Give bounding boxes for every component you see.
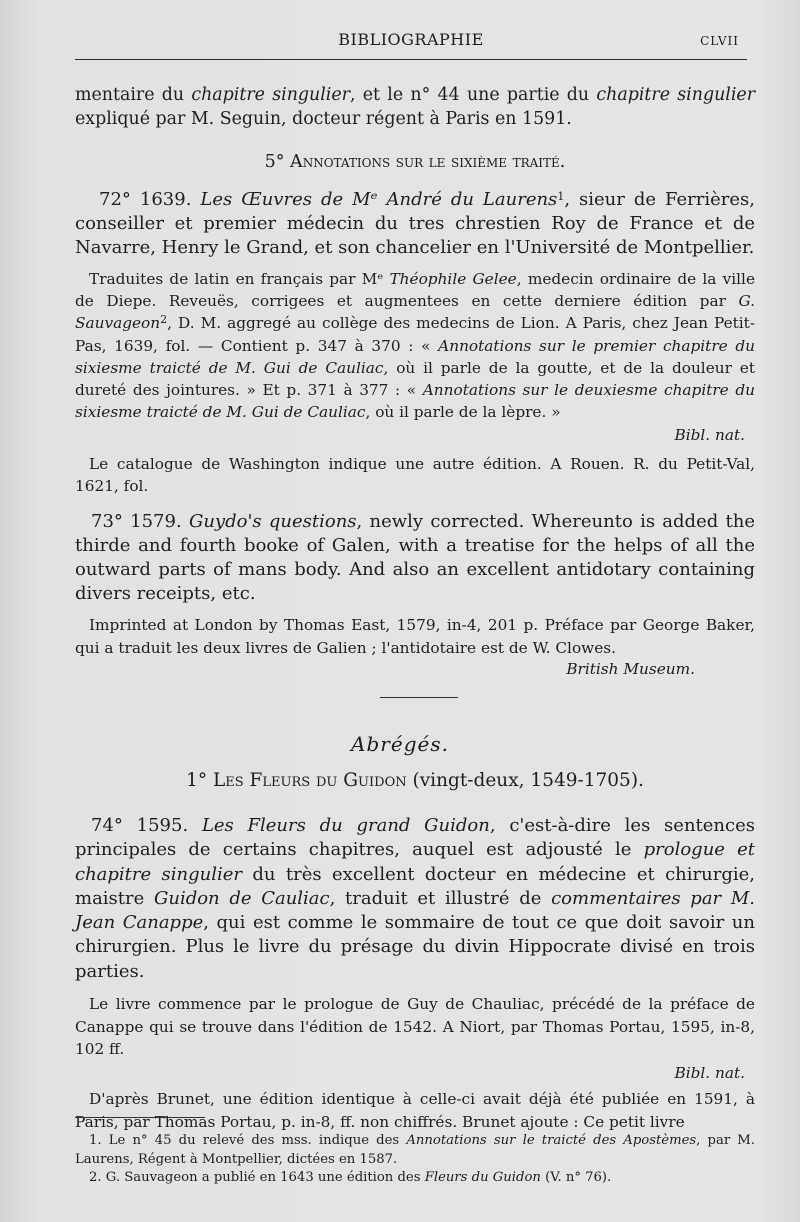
footnote-2-em: Fleurs du Guidon — [424, 1170, 541, 1185]
entry-73-location: British Museum. — [566, 660, 695, 678]
entry-72-desc-em-1: Théophile Gelee — [389, 270, 517, 288]
footnote-2-b: (V. n° 76). — [540, 1170, 612, 1185]
entry-74-title-b: du très excellent docteur en médecine et chirurgie, maistre — [75, 863, 755, 909]
entry-72 — [75, 188, 755, 498]
running-title: BIBLIOGRAPHIE — [338, 30, 484, 49]
entry-72-note: Le catalogue de Washington indique une autre édition. A Rouen. R. du Petit-Val, 1621, fol. — [75, 454, 755, 496]
entry-72-desc-em-4: Annotations sur le deuxiesme chapitre du sixiesme traicté de M. Gui de Cauliac — [75, 381, 755, 422]
abreges-heading: Abrégés. — [351, 732, 449, 756]
footnote-2 — [75, 1169, 755, 1188]
entry-72-desc-em-2: G. Sauvageon — [75, 292, 755, 333]
section-heading-1-b: (vingt-deux, 1549-1705). — [406, 770, 644, 791]
entry-72-title-rest: , sieur de Ferrières, conseiller et premier médecin du tres chrestien Roy de France et de Navarre, Henry le Grand, et son chancelier en l'Université de Montpellier. — [75, 189, 755, 258]
intro-em-2: chapitre singulier — [596, 85, 756, 105]
entry-72-note-ref: 1 — [557, 190, 565, 203]
intro-text-1: mentaire du — [75, 85, 192, 105]
entry-72-location: Bibl. nat. — [674, 426, 745, 445]
section-heading-5-text: 5° Annotations sur le sixième traité. — [264, 152, 566, 172]
entry-72-desc-c: , D. M. aggregé au collège des medecins de Lion. A Paris, chez Jean Petit-Pas, 1639, fol. — Contient p. 347 à 370 : « — [75, 314, 755, 355]
page-number: CLVII — [700, 34, 739, 48]
running-header — [75, 30, 747, 54]
footnote-1-em: Annotations sur le traicté des Apostèmes — [406, 1133, 697, 1148]
entry-74-number: 74° 1595. — [91, 815, 189, 836]
entry-72-desc-d: , où il parle de la goutte, et de la douleur et dureté des jointures. » Et p. 371 à 377 : « — [75, 358, 755, 400]
footnote-1 — [75, 1132, 755, 1169]
intro-text-3: expliqué par M. Seguin, docteur régent à Paris en 1591. — [75, 108, 572, 129]
footnote-2-a: 2. G. Sauvageon a publié en 1643 une édition des — [89, 1170, 425, 1185]
section-heading-5 — [75, 152, 755, 172]
entry-74-location: Bibl. nat. — [674, 1063, 745, 1082]
intro-em-1: chapitre singulier — [191, 85, 350, 105]
section-heading-1 — [75, 770, 755, 791]
entry-73 — [75, 510, 755, 681]
entry-73-title: Guydo's questions — [188, 511, 357, 532]
entry-72-desc-e: , où il parle de la lèpre. » — [365, 403, 561, 422]
footnote-1-b: , par M. Laurens, Régent à Montpellier, dictées en 1587. — [75, 1133, 755, 1167]
entry-74-note: D'après Brunet, une édition identique à celle-ci avait déjà été publiée en 1591, à Paris, par Thomas Portau, p. in-8, ff. non chiffrés. Brunet ajoute : Ce petit livre — [75, 1090, 755, 1131]
section-divider — [380, 697, 458, 698]
entry-74-title-a: , c'est-à-dire les sentences principales de certains chapitres, auquel est adjousté le — [75, 815, 755, 861]
entry-73-title-rest: , newly corrected. Whereunto is added the thirde and fourth booke of Galen, with a treatise for the helps of all the outward parts of mans body. And also an excellent antidotary containing divers receipts, etc. — [75, 511, 755, 604]
entry-74-title-em-1: Les Fleurs du grand Guidon — [201, 815, 490, 836]
entry-72-desc-em-3: Annotations sur le premier chapitre du sixiesme traicté de M. Gui de Cauliac — [75, 336, 756, 377]
entry-72-title: Les Œuvres de Mᵉ André du Laurens — [200, 189, 558, 210]
entry-72-desc-b: , medecin ordinaire de la ville de Diepe. Reveuës, corrigees et augmentees en cette derniere édition par — [75, 270, 755, 311]
footnote-1-a: 1. Le n° 45 du relevé des mss. indique des — [89, 1133, 407, 1148]
entry-74 — [75, 814, 755, 1133]
entry-74-title-em-2: prologue et chapitre singulier — [75, 839, 755, 885]
entry-73-number: 73° 1579. — [91, 511, 182, 532]
entry-74-title-d: , qui est comme le sommaire de tout ce que doit savoir un chirurgien. Plus le livre du présage du divin Hippocrate divisé en trois parties. — [75, 912, 755, 982]
entry-74-title-em-3: Guidon de Cauliac — [153, 887, 330, 909]
entry-72-number: 72° 1639. — [99, 189, 192, 210]
entry-72-desc-a: Traduites de latin en français par Mᵉ — [89, 270, 390, 288]
entry-74-title-em-4: commentaires par M. Jean Canappe — [75, 887, 755, 934]
entry-72-desc-ref: 2 — [160, 313, 168, 327]
footnote-rule — [75, 1117, 205, 1118]
header-rule — [75, 59, 747, 60]
entry-74-desc: Le livre commence par le prologue de Guy de Chauliac, précédé de la préface de Canappe qui se trouve dans l'édition de 1542. A Niort, par Thomas Portau, 1595, in-8, 102 ff. — [75, 995, 755, 1059]
footnotes — [75, 1132, 755, 1188]
intro-text-2: , et le n° 44 une partie du — [349, 85, 597, 105]
entry-74-title-c: , traduit et illustré de — [329, 887, 552, 909]
section-heading-1-a: 1° Les Fleurs du Guidon — [186, 770, 407, 791]
entry-73-desc: Imprinted at London by Thomas East, 1579, in-4, 201 p. Préface par George Baker, qui a traduit les deux livres de Galien ; l'antidotaire est de W. Clowes. — [75, 616, 755, 657]
continuation-paragraph — [75, 84, 755, 131]
